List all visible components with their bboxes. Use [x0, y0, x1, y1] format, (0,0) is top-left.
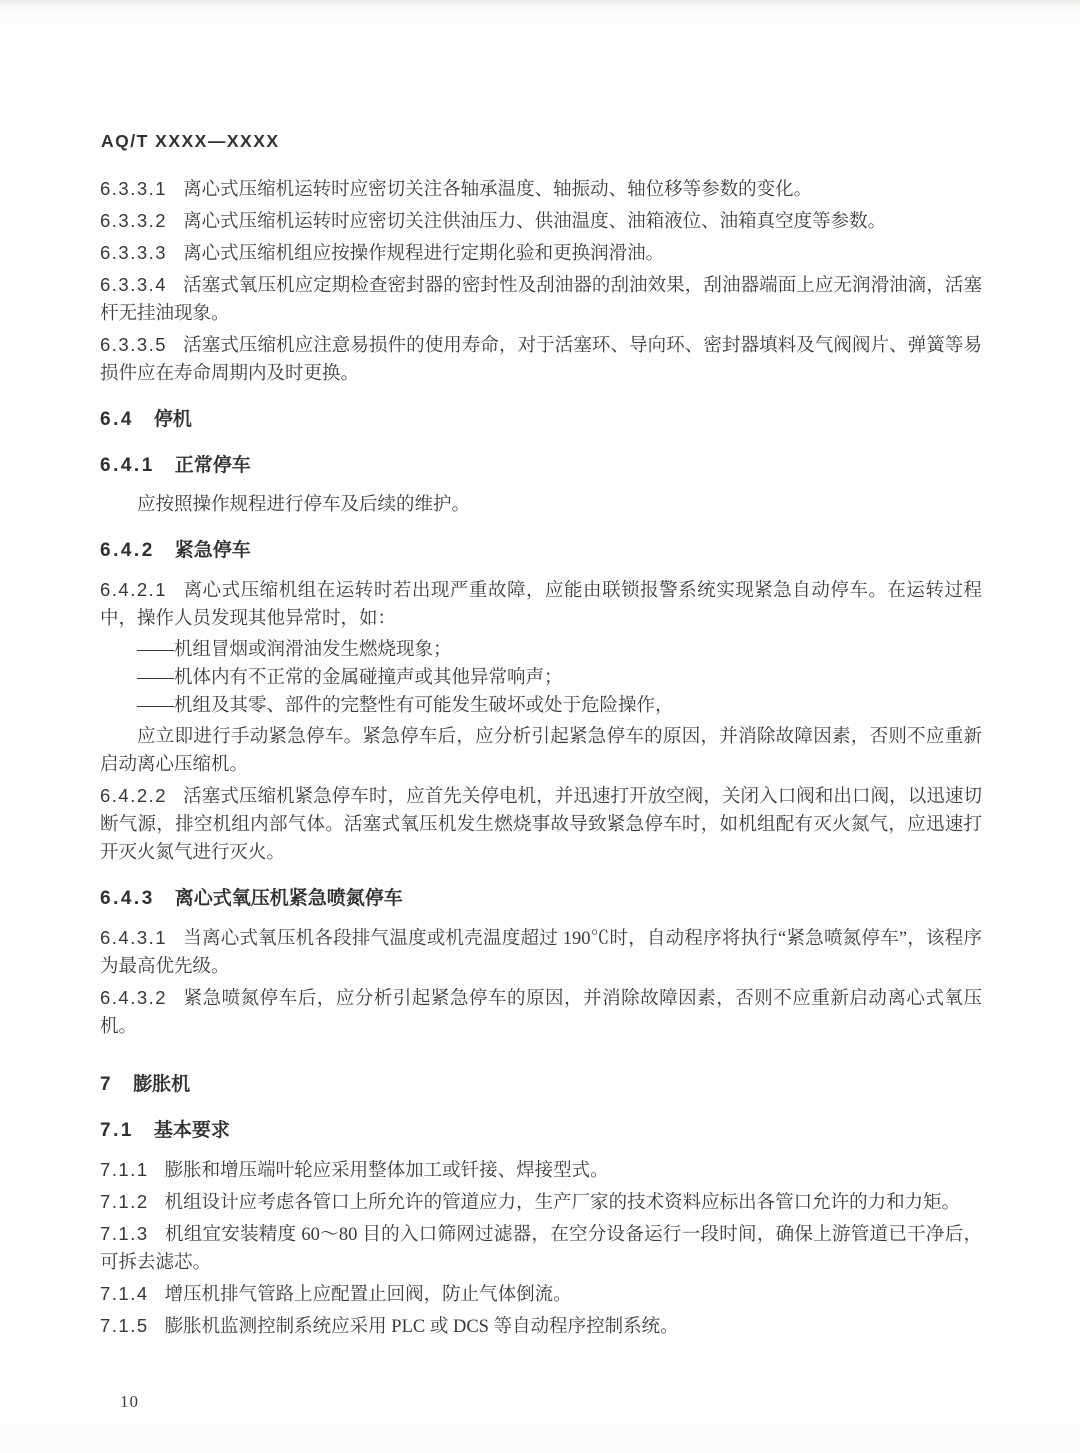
section-heading	[100, 406, 982, 434]
clause-number: 6.3.3.5	[100, 334, 168, 355]
body-paragraph	[100, 723, 982, 779]
paragraph-text: 离心式压缩机组在运转时若出现严重故障，应能由联锁报警系统实现紧急自动停车。在运转过程中，操作人员发现其他异常时，如：	[100, 581, 982, 629]
paragraph-text: 离心式压缩机运转时应密切关注供油压力、供油温度、油箱液位、油箱真空度等参数。	[183, 212, 887, 232]
clause-number: 6.4.2.2	[100, 785, 168, 806]
clause-number: 6.4.2	[100, 540, 155, 561]
paragraph-text: ——机体内有不正常的金属碰撞声或其他异常响声；	[137, 668, 563, 688]
clause-number: 6.4.1	[100, 455, 155, 476]
clause-paragraph	[100, 1188, 982, 1217]
heading-text: 基本要求	[153, 1120, 230, 1141]
heading-text: 膨胀机	[133, 1074, 191, 1095]
dash-list-item	[100, 664, 982, 692]
clause-number: 6.4.3	[100, 888, 155, 909]
clause-paragraph	[100, 782, 982, 867]
dash-list-item	[100, 636, 982, 664]
paragraph-text: 机组宜安装精度 60～80 目的入口筛网过滤器，在空分设备运行一段时间，确保上游管道已干净后，可拆去滤芯。	[100, 1225, 982, 1273]
heading-text: 离心式氧压机紧急喷氮停车	[174, 888, 403, 909]
body-paragraph	[100, 491, 982, 519]
clause-paragraph	[100, 576, 982, 633]
clause-number: 7.1.3	[100, 1223, 149, 1244]
chapter-heading	[100, 1071, 982, 1099]
clause-number: 7.1.2	[100, 1191, 149, 1212]
clause-number: 7.1	[100, 1120, 134, 1141]
clause-number: 6.4	[100, 409, 134, 430]
clause-paragraph	[100, 1312, 982, 1341]
clause-number: 6.3.3.4	[100, 274, 168, 295]
clause-paragraph	[100, 239, 982, 268]
subsection-heading	[100, 885, 982, 913]
clause-paragraph	[100, 331, 982, 388]
paragraph-text: 膨胀和增压端叶轮应采用整体加工或钎接、焊接型式。	[164, 1161, 609, 1181]
clause-paragraph	[100, 175, 982, 204]
clause-number: 6.4.2.1	[100, 579, 168, 600]
clause-paragraph	[100, 984, 982, 1041]
clause-number: 6.4.3.1	[100, 927, 168, 948]
document-body	[100, 172, 982, 1344]
clause-number: 6.3.3.3	[100, 242, 168, 263]
heading-text: 停机	[153, 409, 192, 430]
clause-number: 6.4.3.2	[100, 987, 168, 1008]
clause-number: 7.1.4	[100, 1283, 149, 1304]
paragraph-text: 膨胀机监测控制系统应采用 PLC 或 DCS 等自动程序控制系统。	[164, 1317, 679, 1337]
clause-paragraph	[100, 1156, 982, 1185]
paragraph-text: 离心式压缩机运转时应密切关注各轴承温度、轴振动、轴位移等参数的变化。	[183, 180, 813, 200]
dash-list-item	[100, 692, 982, 720]
paragraph-text: 离心式压缩机组应按操作规程进行定期化验和更换润滑油。	[183, 244, 665, 264]
heading-text: 正常停车	[174, 455, 251, 476]
section-heading	[100, 1117, 982, 1145]
clause-paragraph	[100, 924, 982, 981]
paragraph-text: 增压机排气管路上应配置止回阀，防止气体倒流。	[164, 1285, 572, 1305]
clause-paragraph	[100, 207, 982, 236]
clause-number: 6.3.3.1	[100, 178, 168, 199]
standard-number-header: AQ/T XXXX—XXXX	[101, 131, 280, 151]
paragraph-text: 活塞式氧压机应定期检查密封器的密封性及刮油器的刮油效果，刮油器端面上应无润滑油滴，活塞杆无挂油现象。	[100, 276, 982, 324]
clause-number: 7.1.1	[100, 1159, 149, 1180]
paragraph-text: 紧急喷氮停车后，应分析引起紧急停车的原因，并消除故障因素，否则不应重新启动离心式氧压机。	[100, 989, 982, 1037]
paragraph-text: 活塞式压缩机应注意易损件的使用寿命，对于活塞环、导向环、密封器填料及气阀阀片、弹簧等易损件应在寿命周期内及时更换。	[100, 336, 982, 384]
paragraph-text: 当离心式氧压机各段排气温度或机壳温度超过 190℃时，自动程序将执行“紧急喷氮停车”，该程序为最高优先级。	[100, 929, 982, 977]
page-number: 10	[120, 1392, 139, 1411]
paragraph-text: ——机组冒烟或润滑油发生燃烧现象；	[137, 640, 452, 660]
heading-text: 紧急停车	[174, 540, 251, 561]
paragraph-text: 机组设计应考虑各管口上所允许的管道应力，生产厂家的技术资料应标出各管口允许的力和力矩。	[164, 1193, 961, 1213]
clause-number: 7	[100, 1074, 114, 1095]
clause-paragraph	[100, 271, 982, 328]
clause-paragraph	[100, 1280, 982, 1309]
paragraph-text: 活塞式压缩机紧急停车时，应首先关停电机，并迅速打开放空阀，关闭入口阀和出口阀，以迅速切断气源，排空机组内部气体。活塞式氧压机发生燃烧事故导致紧急停车时，如机组配有灭火氮气，应迅速打开灭火氮气进行灭火。	[100, 787, 982, 863]
clause-number: 6.3.3.2	[100, 210, 168, 231]
paragraph-text: 应立即进行手动紧急停车。紧急停车后，应分析引起紧急停车的原因，并消除故障因素，否则不应重新启动离心压缩机。	[100, 727, 982, 775]
subsection-heading	[100, 452, 982, 480]
paragraph-text: ——机组及其零、部件的完整性有可能发生破坏或处于危险操作，	[137, 696, 674, 716]
clause-paragraph	[100, 1220, 982, 1277]
subsection-heading	[100, 537, 982, 565]
paragraph-text: 应按照操作规程进行停车及后续的维护。	[137, 495, 471, 515]
clause-number: 7.1.5	[100, 1315, 149, 1336]
